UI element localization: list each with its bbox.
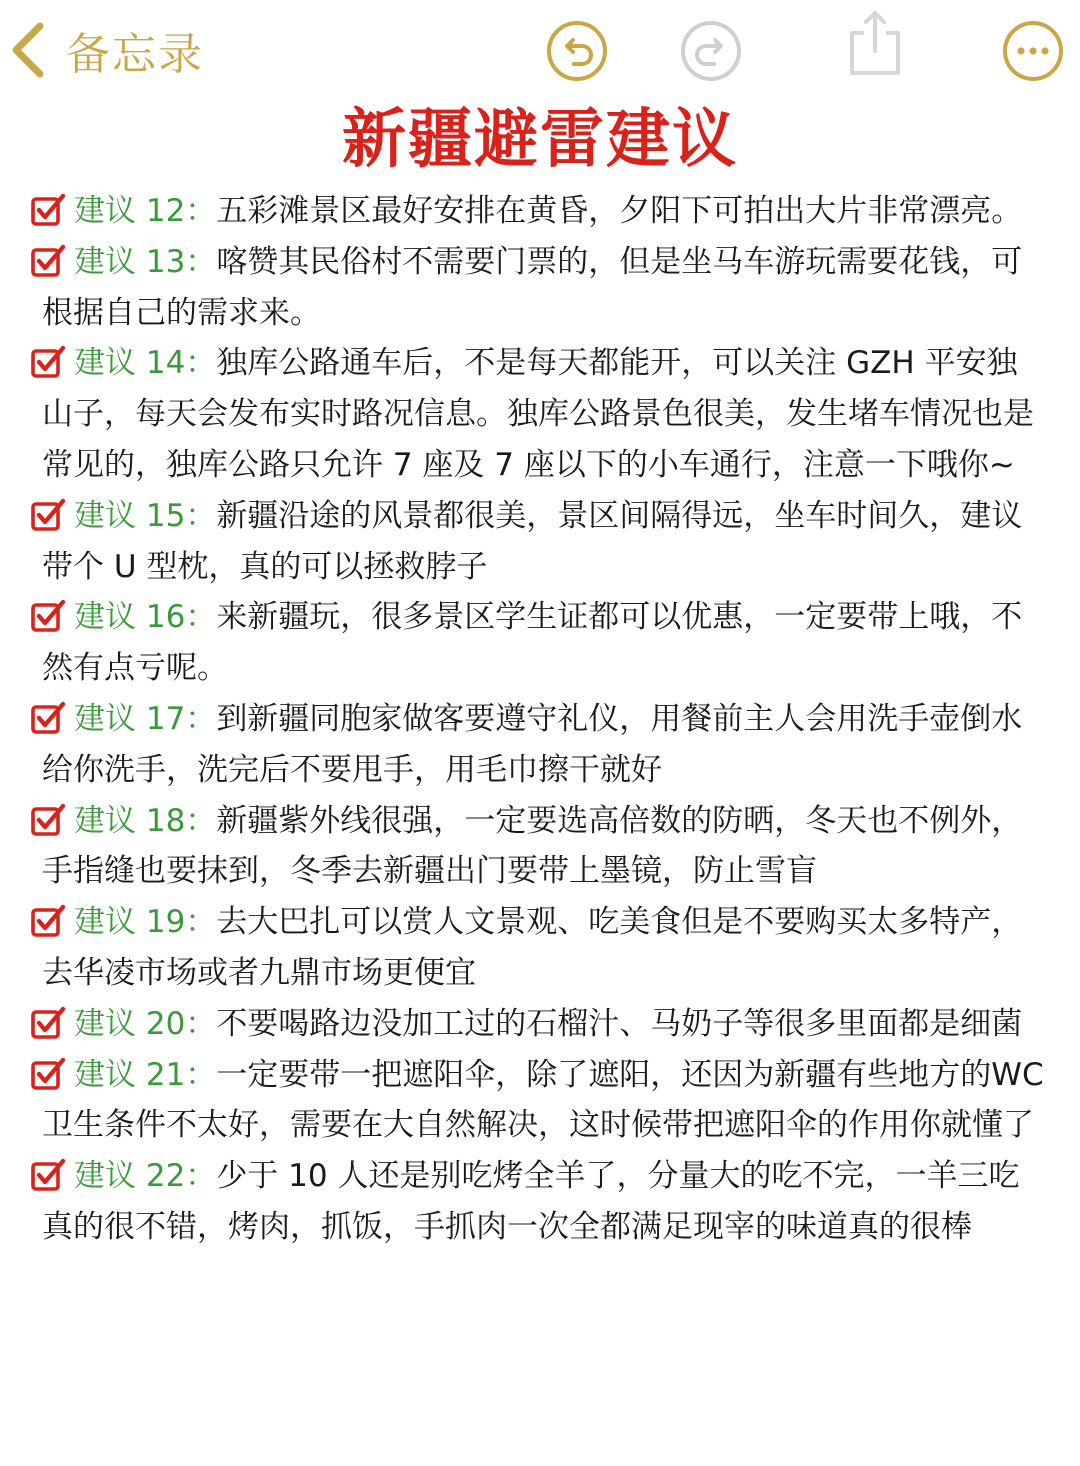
list-item: [30, 491, 1046, 593]
item-text: 少于 10 人还是别吃烤全羊了，分量大的吃不完，一羊三吃真的很不错，烤肉，抓饭，手抓肉一次全都满足现宰的味道真的很棒: [42, 1158, 1020, 1245]
list-item: [30, 694, 1046, 796]
more-button[interactable]: [1002, 20, 1064, 82]
item-label: 建议 22：: [74, 1158, 217, 1195]
more-icon: [1002, 20, 1064, 82]
item-label: 建议 13：: [74, 243, 217, 280]
back-button[interactable]: [8, 18, 204, 82]
list-item: [30, 186, 1046, 237]
item-text: 独库公路通车后，不是每天都能开，可以关注 GZH 平安独山子，每天会发布实时路况信息。独库公路景色很美，发生堵车情况也是常见的，独库公路只允许 7 座及 7 座以下的小车通行，注意一下哦你~: [42, 345, 1034, 483]
checkbox-checked-icon: [30, 343, 66, 379]
list-item: [30, 1151, 1046, 1253]
list-item: [30, 592, 1046, 694]
item-label: 建议 20：: [74, 1005, 217, 1042]
checkbox-checked-icon: [30, 1156, 66, 1192]
item-text: 一定要带一把遮阳伞，除了遮阳，还因为新疆有些地方的WC 卫生条件不太好，需要在大自然解决，这时候带把遮阳伞的作用你就懂了: [42, 1056, 1044, 1144]
list-item: [30, 796, 1046, 898]
item-label: 建议 15：: [74, 497, 217, 534]
item-text: 喀赞其民俗村不需要门票的，但是坐马车游玩需要花钱，可根据自己的需求来。: [42, 243, 1023, 331]
note-toolbar: [0, 0, 1080, 100]
checkbox-checked-icon: [30, 902, 66, 938]
undo-icon: [546, 20, 608, 82]
checkbox-checked-icon: [30, 801, 66, 837]
item-text: 新疆沿途的风景都很美，景区间隔得远，坐车时间久，建议带个 U 型枕，真的可以拯救脖子: [42, 497, 1023, 585]
redo-button[interactable]: [680, 20, 742, 82]
checkbox-checked-icon: [30, 191, 66, 227]
item-text: 不要喝路边没加工过的石榴汁、马奶子等很多里面都是细菌: [216, 1005, 1023, 1042]
item-label: 建议 17：: [74, 700, 217, 737]
share-icon: [844, 7, 906, 79]
item-text: 新疆紫外线很强，一定要选高倍数的防晒，冬天也不例外，手指缝也要抹到，冬季去新疆出门要带上墨镜，防止雪盲: [42, 802, 1023, 890]
item-label: 建议 16：: [74, 599, 217, 636]
list-item: [30, 1050, 1046, 1152]
checkbox-checked-icon: [30, 699, 66, 735]
item-label: 建议 19：: [74, 904, 217, 941]
item-label: 建议 18：: [74, 802, 217, 839]
list-item: [30, 237, 1046, 339]
undo-button[interactable]: [546, 20, 608, 82]
item-text: 到新疆同胞家做客要遵守礼仪，用餐前主人会用洗手壶倒水给你洗手，洗完后不要甩手，用毛巾擦干就好: [42, 700, 1023, 788]
checkbox-checked-icon: [30, 242, 66, 278]
item-label: 建议 12：: [74, 193, 217, 229]
checkbox-checked-icon: [30, 496, 66, 532]
list-item: [30, 338, 1046, 490]
item-text: 五彩滩景区最好安排在黄昏，夕阳下可拍出大片非常漂亮。: [216, 193, 1023, 229]
list-item: [30, 999, 1046, 1050]
item-text: 来新疆玩，很多景区学生证都可以优惠，一定要带上哦，不然有点亏呢。: [42, 599, 1023, 687]
page-title: 新疆避雷建议: [342, 103, 738, 177]
redo-icon: [680, 20, 742, 82]
checkbox-checked-icon: [30, 1004, 66, 1040]
checkbox-checked-icon: [30, 1055, 66, 1091]
checkbox-checked-icon: [30, 597, 66, 633]
item-label: 建议 14：: [74, 345, 217, 382]
share-button[interactable]: [844, 12, 906, 74]
chevron-left-icon: [8, 20, 48, 80]
back-label: 备忘录: [66, 29, 204, 80]
suggestion-list[interactable]: [30, 186, 1046, 1253]
list-item: [30, 897, 1046, 999]
item-text: 去大巴扎可以赏人文景观、吃美食但是不要购买太多特产，去华凌市场或者九鼎市场更便宜: [42, 904, 1023, 991]
item-label: 建议 21：: [74, 1056, 217, 1093]
